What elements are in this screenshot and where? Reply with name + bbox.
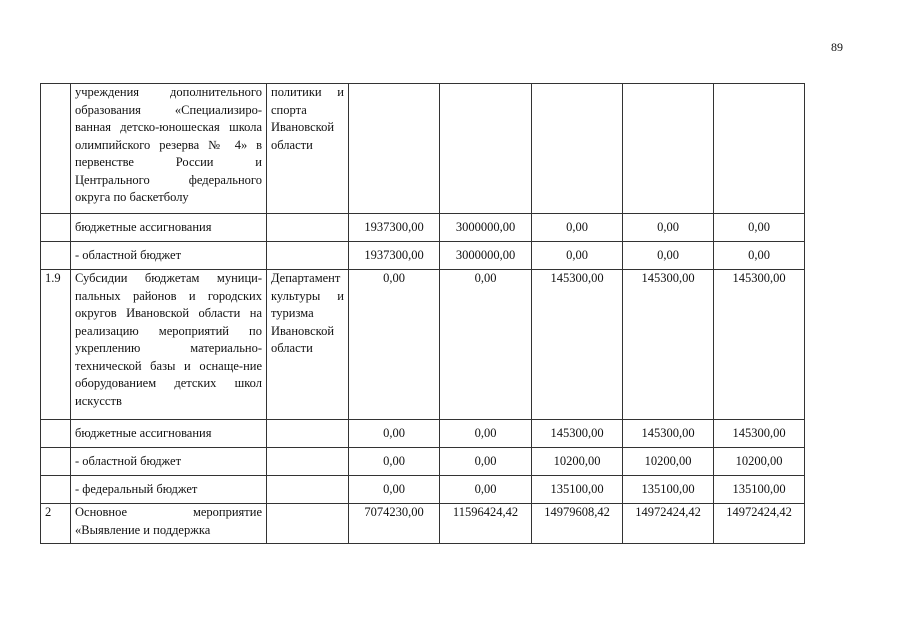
row-name: - федеральный бюджет	[71, 476, 267, 504]
value-cell: 10200,00	[714, 448, 805, 476]
value-cell: 14972424,42	[623, 504, 714, 544]
value-cell: 0,00	[349, 270, 440, 420]
value-cell: 145300,00	[623, 270, 714, 420]
row-number	[41, 448, 71, 476]
table-row	[41, 504, 805, 544]
value-cell: 135100,00	[623, 476, 714, 504]
row-executor	[267, 242, 349, 270]
value-cell: 1937300,00	[349, 214, 440, 242]
value-cell: 10200,00	[532, 448, 623, 476]
table-row	[41, 448, 805, 476]
value-cell: 3000000,00	[440, 214, 532, 242]
value-cell	[623, 84, 714, 214]
table-row	[41, 476, 805, 504]
table-row	[41, 84, 805, 214]
row-number	[41, 214, 71, 242]
row-executor	[267, 476, 349, 504]
row-name: бюджетные ассигнования	[71, 214, 267, 242]
row-name: Основное мероприятие «Выявление и поддержка	[71, 504, 267, 544]
budget-table	[40, 83, 805, 544]
value-cell: 145300,00	[532, 270, 623, 420]
row-number	[41, 84, 71, 214]
value-cell: 14979608,42	[532, 504, 623, 544]
value-cell: 0,00	[532, 214, 623, 242]
value-cell: 0,00	[440, 270, 532, 420]
row-name: - областной бюджет	[71, 448, 267, 476]
row-name: бюджетные ассигнования	[71, 420, 267, 448]
table-row	[41, 420, 805, 448]
row-name: учреждения дополнительного образования «Специализиро-ванная детско-юношеская школа олимпийского резерва № 4» в первенстве России и Центрального федерального округа по баскетболу	[71, 84, 267, 214]
value-cell: 0,00	[349, 448, 440, 476]
value-cell	[714, 84, 805, 214]
value-cell: 0,00	[440, 476, 532, 504]
value-cell: 135100,00	[714, 476, 805, 504]
value-cell: 135100,00	[532, 476, 623, 504]
row-name: Субсидии бюджетам муници-пальных районов и городских округов Ивановской области на реализацию мероприятий по укреплению материально-технической базы и оснаще-ние оборудованием детских школ искусств	[71, 270, 267, 420]
value-cell: 0,00	[349, 476, 440, 504]
value-cell: 0,00	[623, 242, 714, 270]
row-executor	[267, 504, 349, 544]
value-cell: 0,00	[440, 448, 532, 476]
page-number: 89	[831, 40, 843, 54]
row-number: 2	[41, 504, 71, 544]
row-number	[41, 476, 71, 504]
value-cell: 145300,00	[714, 270, 805, 420]
row-executor	[267, 420, 349, 448]
table-row	[41, 214, 805, 242]
row-number	[41, 242, 71, 270]
value-cell: 7074230,00	[349, 504, 440, 544]
value-cell: 145300,00	[623, 420, 714, 448]
value-cell	[532, 84, 623, 214]
value-cell: 14972424,42	[714, 504, 805, 544]
value-cell: 0,00	[714, 242, 805, 270]
row-executor: Департамент культуры и туризма Ивановской области	[267, 270, 349, 420]
value-cell	[349, 84, 440, 214]
value-cell: 0,00	[714, 214, 805, 242]
value-cell: 145300,00	[714, 420, 805, 448]
row-executor	[267, 448, 349, 476]
row-number: 1.9	[41, 270, 71, 420]
value-cell: 0,00	[440, 420, 532, 448]
row-executor	[267, 214, 349, 242]
row-executor: политики и спорта Ивановской области	[267, 84, 349, 214]
table-row	[41, 270, 805, 420]
row-name: - областной бюджет	[71, 242, 267, 270]
value-cell: 3000000,00	[440, 242, 532, 270]
value-cell: 0,00	[623, 214, 714, 242]
value-cell: 1937300,00	[349, 242, 440, 270]
value-cell: 0,00	[532, 242, 623, 270]
value-cell: 11596424,42	[440, 504, 532, 544]
value-cell: 10200,00	[623, 448, 714, 476]
row-number	[41, 420, 71, 448]
value-cell: 145300,00	[532, 420, 623, 448]
value-cell	[440, 84, 532, 214]
table-row	[41, 242, 805, 270]
value-cell: 0,00	[349, 420, 440, 448]
